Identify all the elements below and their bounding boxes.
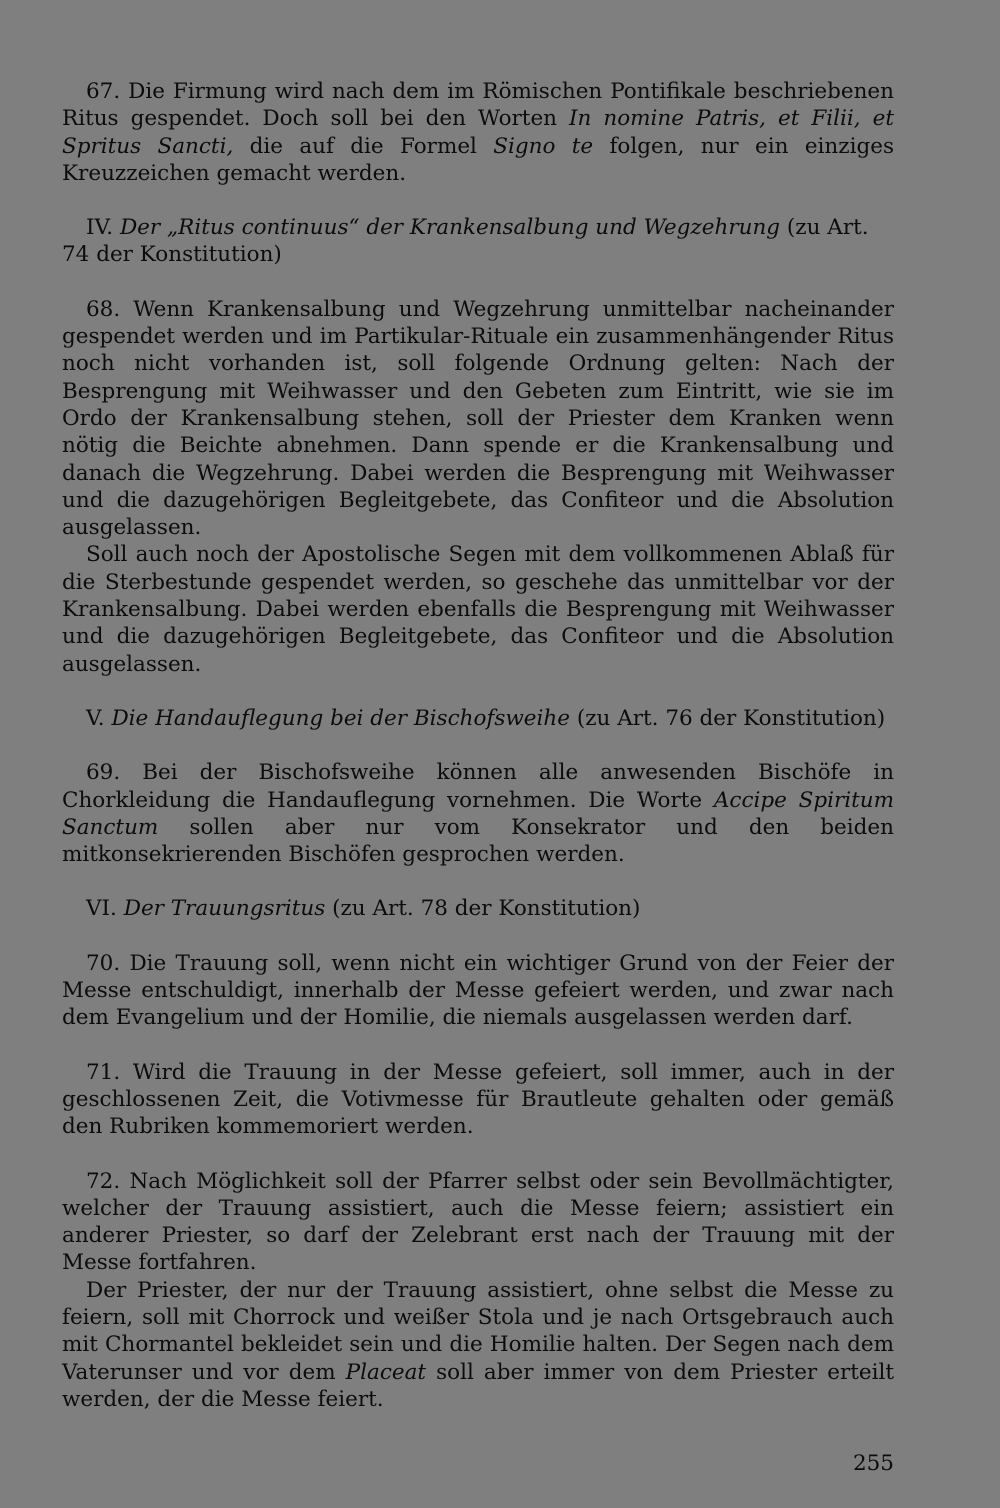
paragraph-p70 [62, 950, 894, 1032]
section-heading-h6 [62, 895, 894, 922]
text-run: Soll auch noch der Apostolische Segen mit dem vollkommenen Ablaß für die Sterbestunde gespendet werden, so geschehe das unmittelbar vor der Krankensalbung. Dabei werden ebenfalls die Besprengung mit Weihwasser und die dazugehörigen Begleitgebete, das Confiteor und die Absolution ausgelassen. [62, 542, 894, 677]
text-run: (zu Art. 74 der Konstitution) [62, 215, 869, 268]
page-number: 255 [852, 1451, 894, 1476]
paragraph-p72a [62, 1168, 894, 1277]
paragraph-gap [62, 732, 894, 759]
text-run: VI. [86, 896, 124, 922]
text-run: V. [86, 705, 112, 731]
text-run: 69. Bei der Bischofsweihe können alle anwesenden Bischöfe in Chorkleidung die Handauflegung vornehmen. Die Worte [62, 760, 894, 813]
text-run: (zu Art. 78 der Konstitution) [325, 896, 641, 922]
section-heading-h5 [62, 705, 894, 732]
italic-text: Placeat [345, 1359, 427, 1385]
text-run: soll aber immer von dem Priester erteilt werden, der die Messe feiert. [62, 1359, 895, 1412]
section-heading-h4 [62, 214, 894, 269]
paragraph-gap [62, 923, 894, 950]
text-run: Der Priester, der nur der Trauung assistiert, ohne selbst die Messe zu feiern, soll mit Chorrock und weißer Stola und je nach Ortsgebrauch auch mit Chormantel bekleidet sein und die Homilie halten. Der Segen nach dem Vaterunser und vor dem [62, 1277, 894, 1385]
italic-text: In nomine Patris, et Filii, et Spritus Sancti, [62, 106, 894, 159]
paragraph-p71 [62, 1059, 894, 1141]
paragraph-gap [62, 1032, 894, 1059]
text-run: 68. Wenn Krankensalbung und Wegzehrung unmittelbar nacheinander gespendet werden und im Partikular-Rituale ein zusammenhängender Ritus noch nicht vorhanden ist, soll folgende Ordnung gelten: Nach der Besprengung mit Weihwasser und den Gebeten zum Eintritt, wie sie im Ordo der Krankensalbung stehen, soll der Priester dem Kranken wenn nötig die Beichte abnehmen. Dann spende er die Krankensalbung und danach die Wegzehrung. Dabei werden die Besprengung mit Weihwasser und die dazugehörigen Begleitgebete, das Confiteor und die Absolution ausgelassen. [62, 296, 894, 541]
paragraph-p69 [62, 759, 894, 868]
paragraph-gap [62, 187, 894, 214]
text-run: 72. Nach Möglichkeit soll der Pfarrer selbst oder sein Bevollmächtigter, welcher der Trauung assistiert, auch die Messe feiern; assistiert ein anderer Priester, so darf der Zelebrant erst nach der Trauung mit der Messe fortfahren. [62, 1168, 894, 1276]
text-run: IV. [86, 215, 120, 241]
paragraph-p68a [62, 296, 894, 542]
paragraph-p72b [62, 1277, 894, 1413]
paragraph-p68b [62, 541, 894, 677]
text-run: 71. Wird die Trauung in der Messe gefeiert, soll immer, auch in der geschlossenen Zeit, die Votivmesse für Brautleute gehalten oder gemäß den Rubriken kommemoriert werden. [62, 1059, 894, 1140]
italic-text: Der Trauungsritus [123, 896, 326, 922]
paragraph-gap [62, 269, 894, 296]
text-run: 67. Die Firmung wird nach dem im Römischen Pontifikale beschriebenen Ritus gespendet. Doch soll bei den Worten [62, 79, 894, 132]
text-run: folgen, nur ein einziges Kreuzzeichen gemacht werden. [62, 133, 894, 186]
document-page [62, 78, 894, 1488]
text-run: (zu Art. 76 der Konstitution) [569, 705, 886, 731]
text-body [62, 78, 894, 1413]
italic-text: Signo te [493, 133, 594, 159]
paragraph-p67 [62, 78, 894, 187]
italic-text: Der „Ritus continuus“ der Krankensalbung und Wegzehrung [119, 215, 781, 241]
italic-text: Die Handauflegung bei der Bischofsweihe [111, 705, 570, 731]
text-run: 70. Die Trauung soll, wenn nicht ein wichtiger Grund von der Feier der Messe entschuldigt, innerhalb der Messe gefeiert werden, und zwar nach dem Evangelium und der Homilie, die niemals ausgelassen werden darf. [62, 950, 894, 1031]
text-run: sollen aber nur vom Konsekrator und den beiden mitkonsekrierenden Bischöfen gesprochen werden. [62, 814, 894, 868]
paragraph-gap [62, 868, 894, 895]
paragraph-gap [62, 1141, 894, 1168]
paragraph-gap [62, 678, 894, 705]
text-run: die auf die Formel [233, 133, 494, 159]
italic-text: Accipe Spiritum Sanctum [62, 787, 894, 840]
